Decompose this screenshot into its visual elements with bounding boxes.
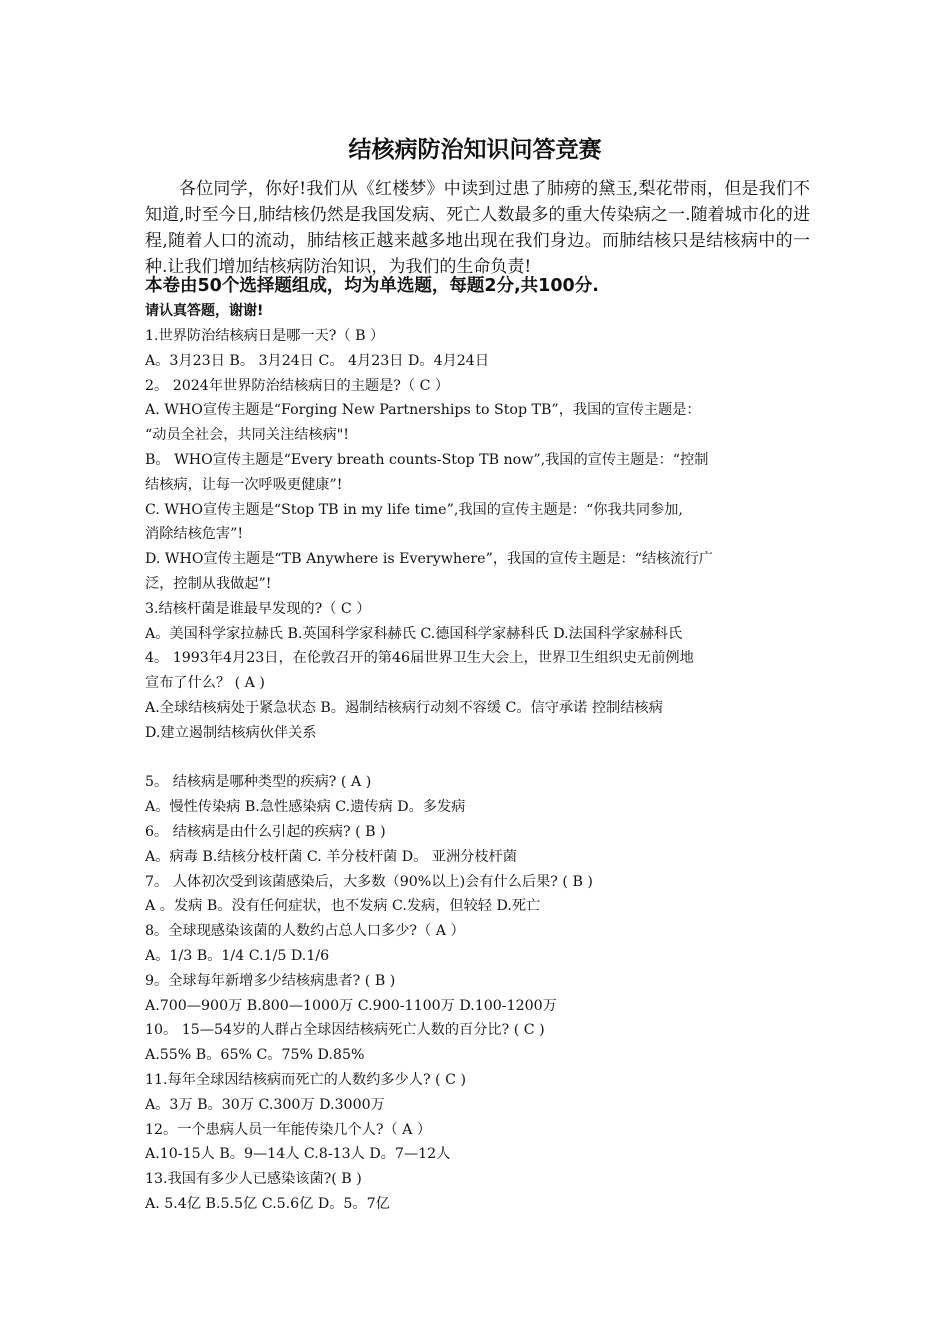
exam-notice: 本卷由50个选择题组成，均为单选题，每题2分,共100分. [145, 276, 599, 296]
question-line: 结核病，让每一次呼吸更健康”! [145, 476, 343, 493]
question-line: A.700—900万 B.800—1000万 C.900-1100万 D.100-1200万 [145, 997, 557, 1014]
question-line: A。3万 B。30万 C.300万 D.3000万 [145, 1096, 385, 1113]
question-line: A.10-15人 B。9—14人 C.8-13人 D。7—12人 [145, 1146, 451, 1163]
question-line: A.全球结核病处于紧急状态 B。遏制结核病行动刻不容缓 C。信守承诺 控制结核病 [145, 699, 663, 716]
question-line: 消除结核危害”! [145, 526, 244, 543]
question-line: D. WHO宣传主题是“TB Anywhere is Everywhere”，我国的宣传主题是：“结核流行广 [145, 551, 713, 568]
question-line: 3.结核杆菌是谁最早发现的?（ C ） [145, 600, 371, 617]
question-line: A. 5.4亿 B.5.5亿 C.5.6亿 D。5。7亿 [145, 1195, 390, 1212]
question-list [145, 324, 810, 1217]
question-line: C. WHO宣传主题是“Stop TB in my life time”,我国的宣传主题是：“你我共同参加, [145, 501, 683, 518]
question-line: 9。全球每年新增多少结核病患者? ( B ) [145, 972, 396, 989]
question-line: 5。 结核病是哪种类型的疾病? ( A ) [145, 774, 372, 791]
question-line: “动员全社会，共同关注结核病"! [145, 427, 349, 444]
question-line: D.建立遏制结核病伙伴关系 [145, 724, 317, 741]
question-line: A。3月23日 B。 3月24日 C。 4月23日 D。4月24日 [145, 352, 490, 369]
question-line: 8。全球现感染该菌的人数约占总人口多少?（ A ） [145, 923, 465, 940]
question-line: 7。 人体初次受到该菌感染后，大多数（90%以上)会有什么后果? ( B ) [145, 873, 593, 890]
question-line: 13.我国有多少人已感染该菌?( B ) [145, 1171, 362, 1188]
question-line: A 。发病 B。没有任何症状，也不发病 C.发病，但较轻 D.死亡 [145, 898, 541, 915]
question-line: 11.每年全球因结核病而死亡的人数约多少人? ( C ) [145, 1071, 467, 1088]
question-line: B。 WHO宣传主题是“Every breath counts-Stop TB now”,我国的宣传主题是：“控制 [145, 451, 709, 468]
question-line: A.55% B。65% C。75% D.85% [145, 1047, 365, 1064]
question-line: 1.世界防治结核病日是哪一天?（ B ） [145, 328, 385, 344]
please-answer-note: 请认真答题，谢谢! [145, 303, 264, 319]
page-title: 结核病防治知识问答竞赛 [348, 137, 602, 163]
question-line: 宣布了什么？ ( A ) [145, 675, 265, 692]
question-line: A。1/3 B。1/4 C.1/5 D.1/6 [145, 947, 330, 964]
question-line: A。美国科学家拉赫氏 B.英国科学家科赫氏 C.德国科学家赫科氏 D.法国科学家赫科氏 [145, 625, 683, 642]
blank-line [145, 746, 810, 771]
question-line: A. WHO宣传主题是“Forging New Partnerships to Stop TB”，我国的宣传主题是： [145, 402, 701, 419]
question-line: 2。 2024年世界防治结核病日的主题是?（ C ） [145, 377, 450, 394]
question-line: 12。一个患病人员一年能传染几个人?（ A ） [145, 1121, 432, 1138]
question-line: A。慢性传染病 B.急性感染病 C.遗传病 D。多发病 [145, 799, 466, 816]
question-line: 泛，控制从我做起”! [145, 575, 272, 592]
question-line: 6。 结核病是由什么引起的疾病? ( B ) [145, 823, 386, 840]
question-line: 4。 1993年4月23日，在伦敦召开的第46届世界卫生大会上，世界卫生组织史无前例地 [145, 650, 694, 667]
question-line: A。病毒 B.结核分枝杆菌 C. 羊分枝杆菌 D。 亚洲分枝杆菌 [145, 848, 517, 865]
question-line: 10。 15—54岁的人群占全球因结核病死亡人数的百分比? ( C ) [145, 1022, 545, 1039]
intro-paragraph: 各位同学，你好!我们从《红楼梦》中读到过患了肺痨的黛玉,梨花带雨，但是我们不知道,时至今日,肺结核仍然是我国发病、死亡人数最多的重大传染病之一.随着城市化的进程,随着人口的流动，肺结核正越来越多地出现在我们身边。而肺结核只是结核病中的一种.让我们增加结核病防治知识，为我们的生命负责! [145, 179, 810, 277]
